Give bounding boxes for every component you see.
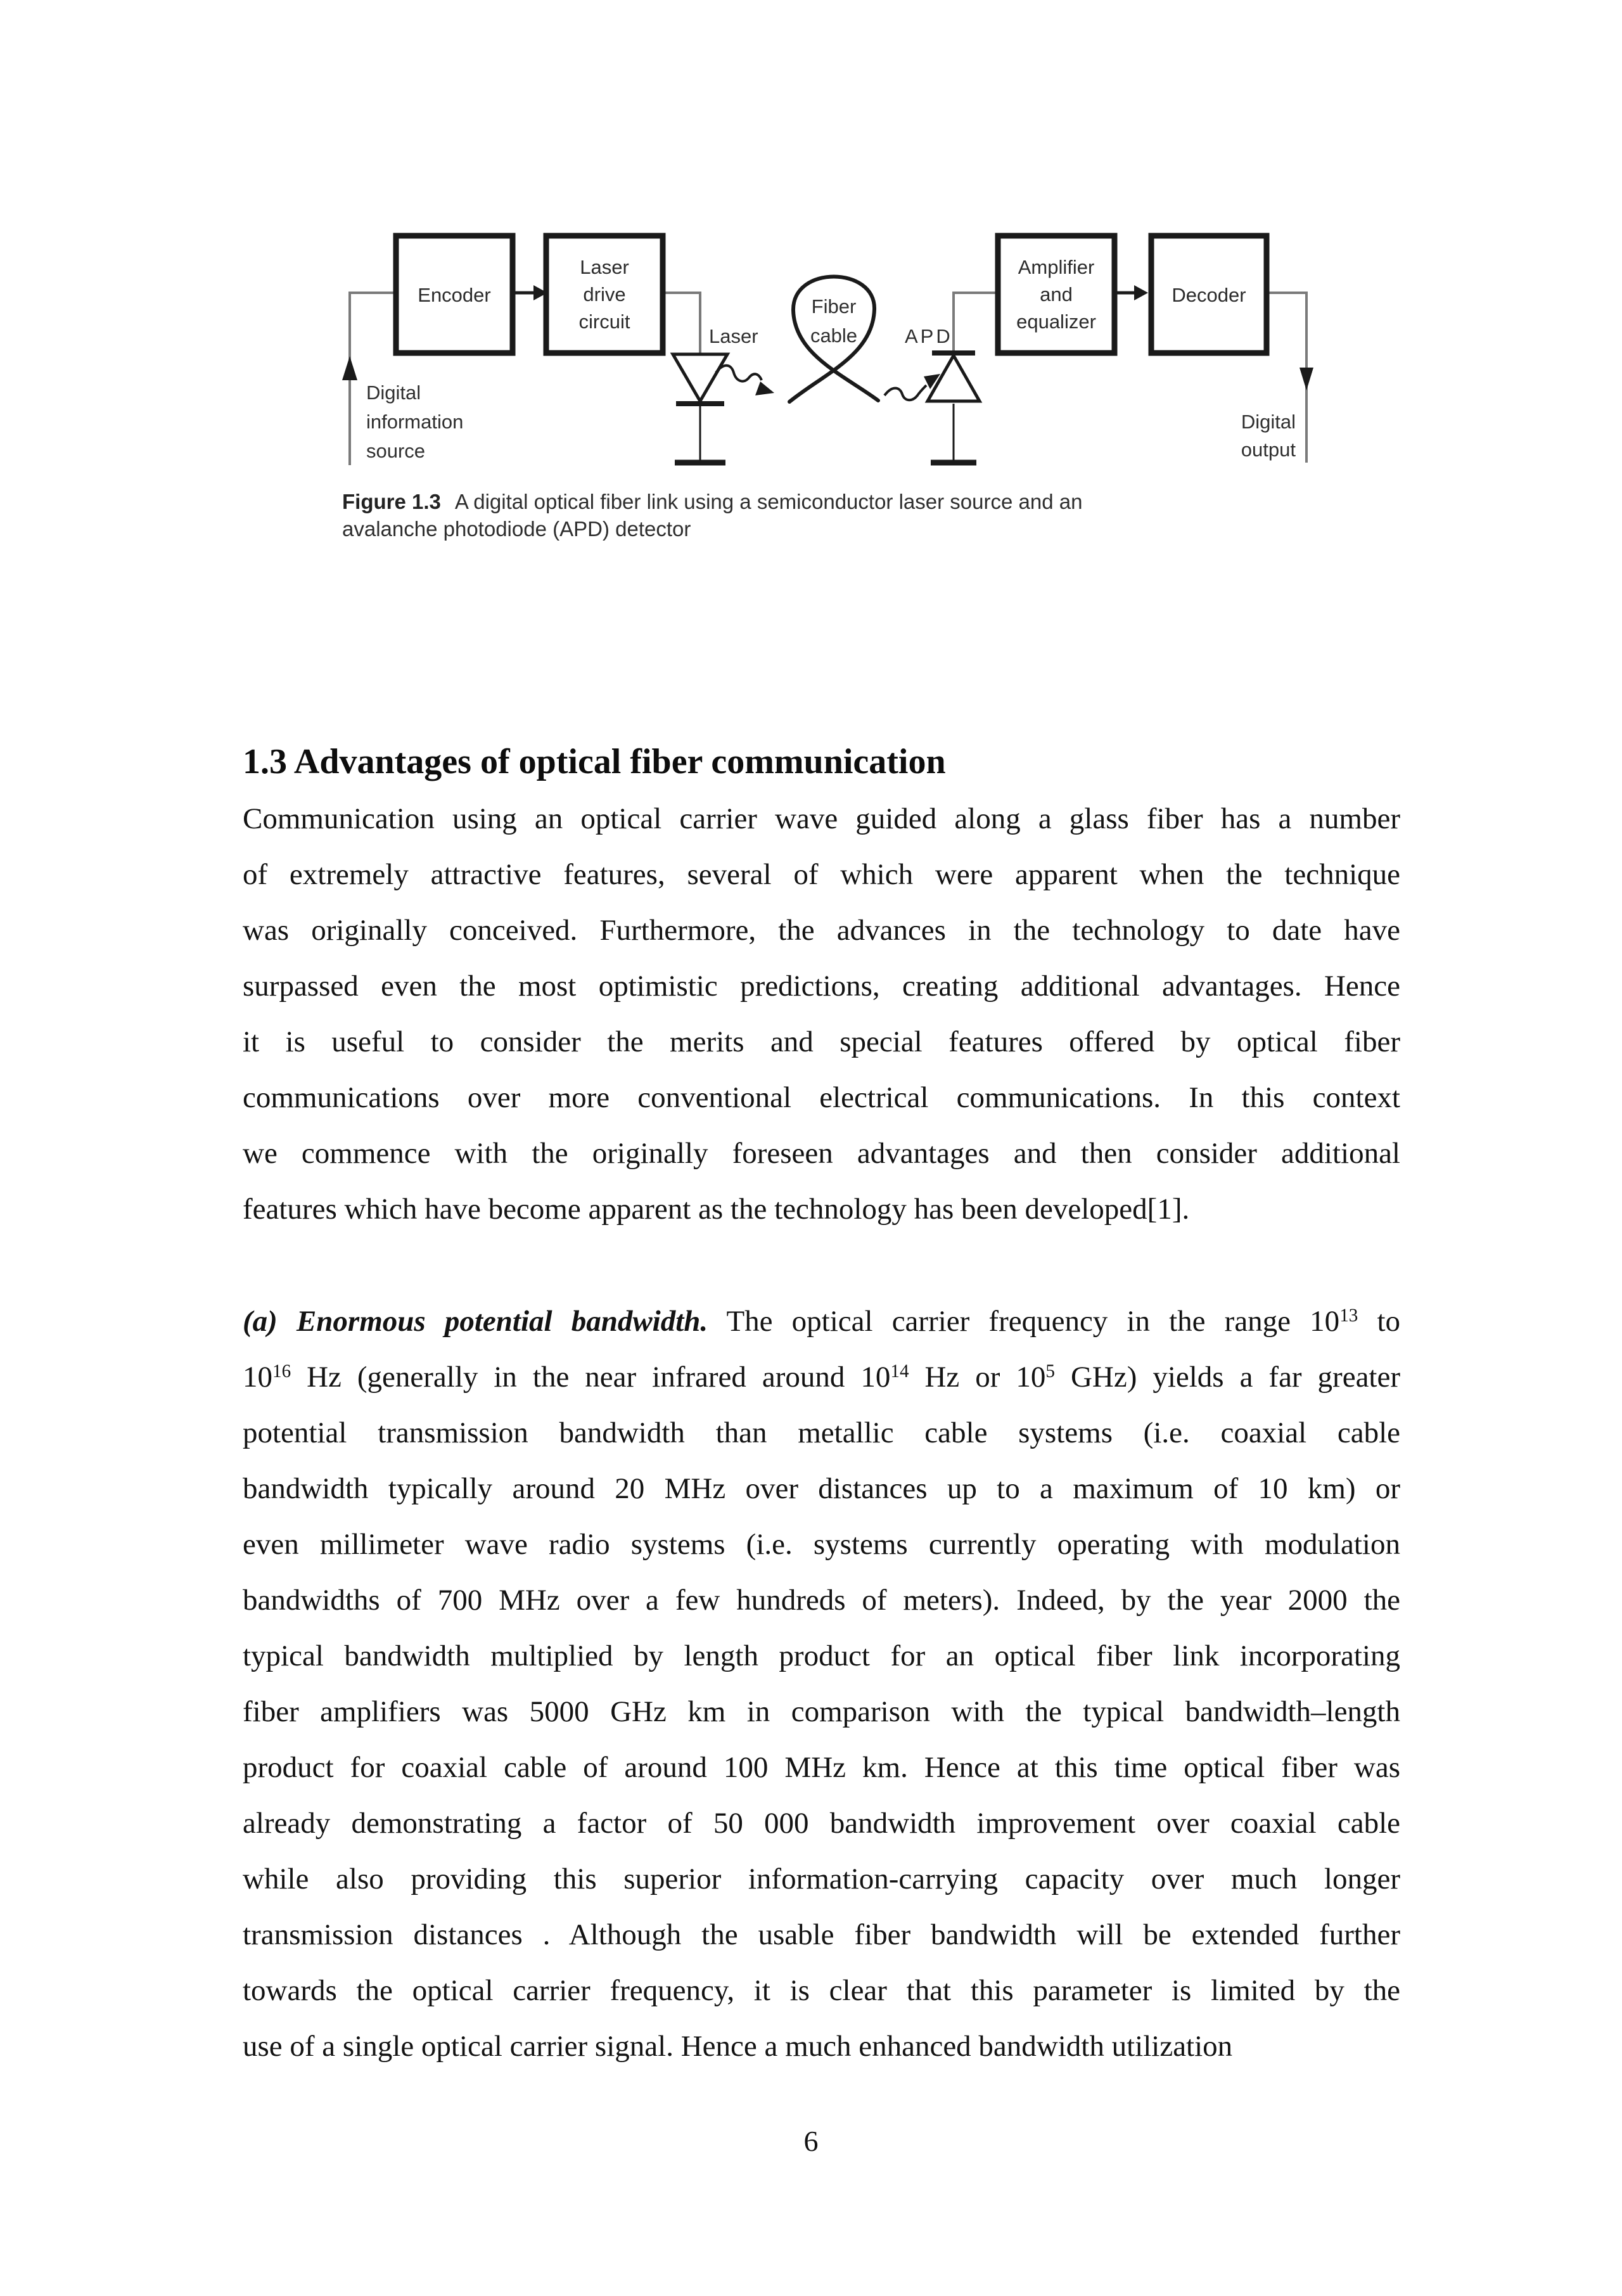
- text-line: already demonstrating a factor of 50 000 bandwidth improvement over coaxial cable: [243, 1807, 1400, 1840]
- text-line: was originally conceived. Furthermore, the advances in the technology to date have: [243, 914, 1400, 947]
- paragraph-2: [243, 1293, 1400, 2074]
- fiber-cable-label-line1: Fiber: [811, 295, 857, 317]
- decoder-label: Decoder: [1172, 284, 1246, 306]
- input-arrow-up-icon: [342, 356, 357, 380]
- output-label-line2: output: [1241, 439, 1296, 461]
- text-line: Communication using an optical carrier wave guided along a glass fiber has a number: [243, 802, 1400, 835]
- text-line: fiber amplifiers was 5000 GHz km in comparison with the typical bandwidth–length: [243, 1695, 1400, 1728]
- figure-caption-text: A digital optical fiber link using a semiconductor laser source and an: [454, 490, 1083, 513]
- laser-drive-label-line1: Laser: [580, 256, 629, 278]
- squiggle-arrowhead-icon: [755, 382, 774, 395]
- text-line: potential transmission bandwidth than metallic cable systems (i.e. coaxial cable: [243, 1416, 1400, 1449]
- text-line: of extremely attractive features, several of which were apparent when the technique: [243, 858, 1400, 891]
- input-label-line1: Digital: [366, 382, 421, 404]
- figure-caption-tag: Figure 1.3: [342, 490, 441, 513]
- text-line: surpassed even the most optimistic predictions, creating additional advantages. Hence: [243, 970, 1400, 1003]
- text-line: towards the optical carrier frequency, it is clear that this parameter is limited by the: [243, 1974, 1400, 2007]
- page-number: 6: [803, 2125, 819, 2157]
- text-line: (a) Enormous potential bandwidth. The optical carrier frequency in the range $10^{13}$ to: [243, 1305, 1401, 1338]
- text-line: typical bandwidth multiplied by length product for an optical fiber link incorporating: [243, 1639, 1400, 1672]
- text-line: even millimeter wave radio systems (i.e. systems currently operating with modulation: [243, 1528, 1400, 1561]
- input-label-line2: information: [366, 411, 464, 433]
- text-line: product for coaxial cable of around 100 MHz km. Hence at this time optical fiber was: [243, 1751, 1400, 1784]
- text-line: it is useful to consider the merits and special features offered by optical fiber: [243, 1025, 1400, 1058]
- figure-caption-line2: avalanche photodiode (APD) detector: [342, 517, 691, 541]
- paragraph-1: [243, 791, 1400, 1237]
- amplifier-label-line1: Amplifier: [1018, 256, 1095, 278]
- text-line: bandwidths of 700 MHz over a few hundreds of meters). Indeed, by the year 2000 the: [243, 1584, 1400, 1617]
- input-label-line3: source: [366, 440, 426, 462]
- text-line: bandwidth typically around 20 MHz over distances up to a maximum of 10 km) or: [243, 1472, 1400, 1505]
- apd-label: APD: [905, 325, 953, 347]
- amplifier-label-line3: equalizer: [1016, 311, 1096, 333]
- section-heading: 1.3 Advantages of optical fiber communication: [243, 742, 946, 781]
- text-line: transmission distances . Although the usable fiber bandwidth will be extended further: [243, 1918, 1400, 1951]
- text-line: features which have become apparent as the technology has been developed[1].: [243, 1193, 1190, 1226]
- arrowhead-right-icon: [1134, 285, 1148, 300]
- apd-feed-wire: [954, 293, 998, 352]
- figure-1-3-diagram: [266, 215, 1369, 482]
- figure-caption: [342, 488, 1331, 542]
- amplifier-label-line2: and: [1040, 283, 1073, 305]
- output-arrow-down-icon: [1300, 368, 1313, 390]
- laser-drive-label-line3: circuit: [578, 311, 630, 333]
- output-wire: [1269, 293, 1306, 463]
- figure-caption-line1: [342, 488, 1331, 515]
- laser-feed-wire: [663, 293, 700, 353]
- text-line: communications over more conventional electrical communications. In this context: [243, 1081, 1400, 1114]
- encoder-label: Encoder: [418, 284, 491, 306]
- light-squiggle-right: [884, 385, 926, 400]
- text-line: we commence with the originally foreseen advantages and then consider additional: [243, 1137, 1400, 1170]
- light-squiggle-left: [716, 366, 762, 382]
- text-line: while also providing this superior information-carrying capacity over much longer: [243, 1863, 1400, 1895]
- fiber-cable-label-line2: cable: [810, 324, 858, 347]
- laser-drive-label-line2: drive: [583, 283, 626, 305]
- output-label-line1: Digital: [1241, 411, 1296, 433]
- laser-label: Laser: [709, 325, 758, 347]
- laser-diode-icon: [673, 354, 727, 401]
- text-line: $10^{16}$ Hz (generally in the near infrared around $10^{14}$ Hz or $10^5$ GHz) yields a far greater: [243, 1361, 1400, 1394]
- text-line: use of a single optical carrier signal. Hence a much enhanced bandwidth utilization: [243, 2030, 1233, 2063]
